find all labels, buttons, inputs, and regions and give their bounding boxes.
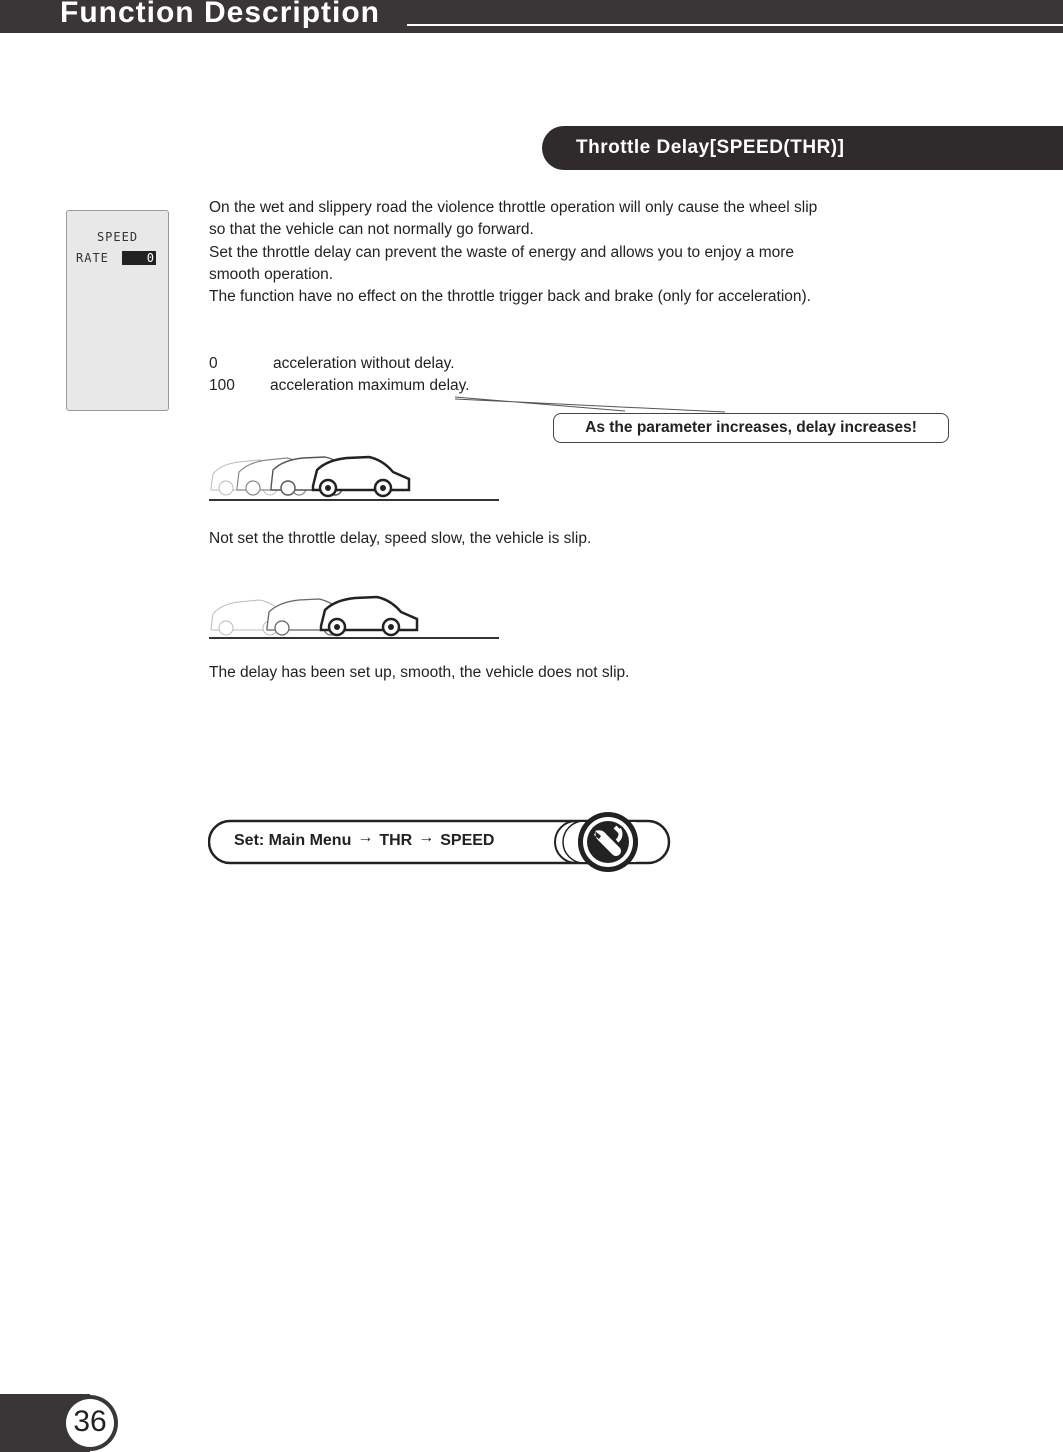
car-smooth-illustration [207,594,427,640]
page-title: Function Description [60,0,380,29]
range-description: acceleration maximum delay. [270,377,470,394]
car-slip-illustration [207,452,427,500]
wrench-icon [577,811,639,873]
callout-note: As the parameter increases, delay increases! [553,413,949,443]
intro-line: The function have no effect on the throttle trigger back and brake (only for acceleration). [209,288,811,306]
range-value: 100 [209,377,235,394]
lcd-title: SPEED [96,230,139,244]
intro-line: smooth operation. [209,265,334,283]
ground-line [209,499,499,501]
page-number: 36 [73,1405,107,1438]
ground-line [209,637,499,639]
lcd-rate-value: 0 [122,251,156,265]
range-value: 0 [209,355,218,372]
section-title: Throttle Delay[SPEED(THR)] [576,137,845,158]
lcd-rate-label: RATE [76,251,109,265]
set-path-step: SPEED [440,832,495,849]
range-description: acceleration without delay. [273,355,455,372]
intro-line: Set the throttle delay can prevent the waste of energy and allows you to enjoy a more [209,243,795,261]
set-path-text [234,829,495,850]
arrow-icon: → [357,829,374,846]
example-caption: Not set the throttle delay, speed slow, the vehicle is slip. [209,530,592,547]
intro-line: On the wet and slippery road the violence throttle operation will only cause the wheel slip [209,199,818,216]
intro-line: so that the vehicle can not normally go forward. [209,221,534,239]
set-path-step: THR [379,832,413,849]
set-path-prefix: Set: Main Menu [234,832,352,849]
example-caption: The delay has been set up, smooth, the vehicle does not slip. [209,664,630,681]
arrow-icon: → [418,829,435,846]
callout-pointer [0,0,1063,450]
